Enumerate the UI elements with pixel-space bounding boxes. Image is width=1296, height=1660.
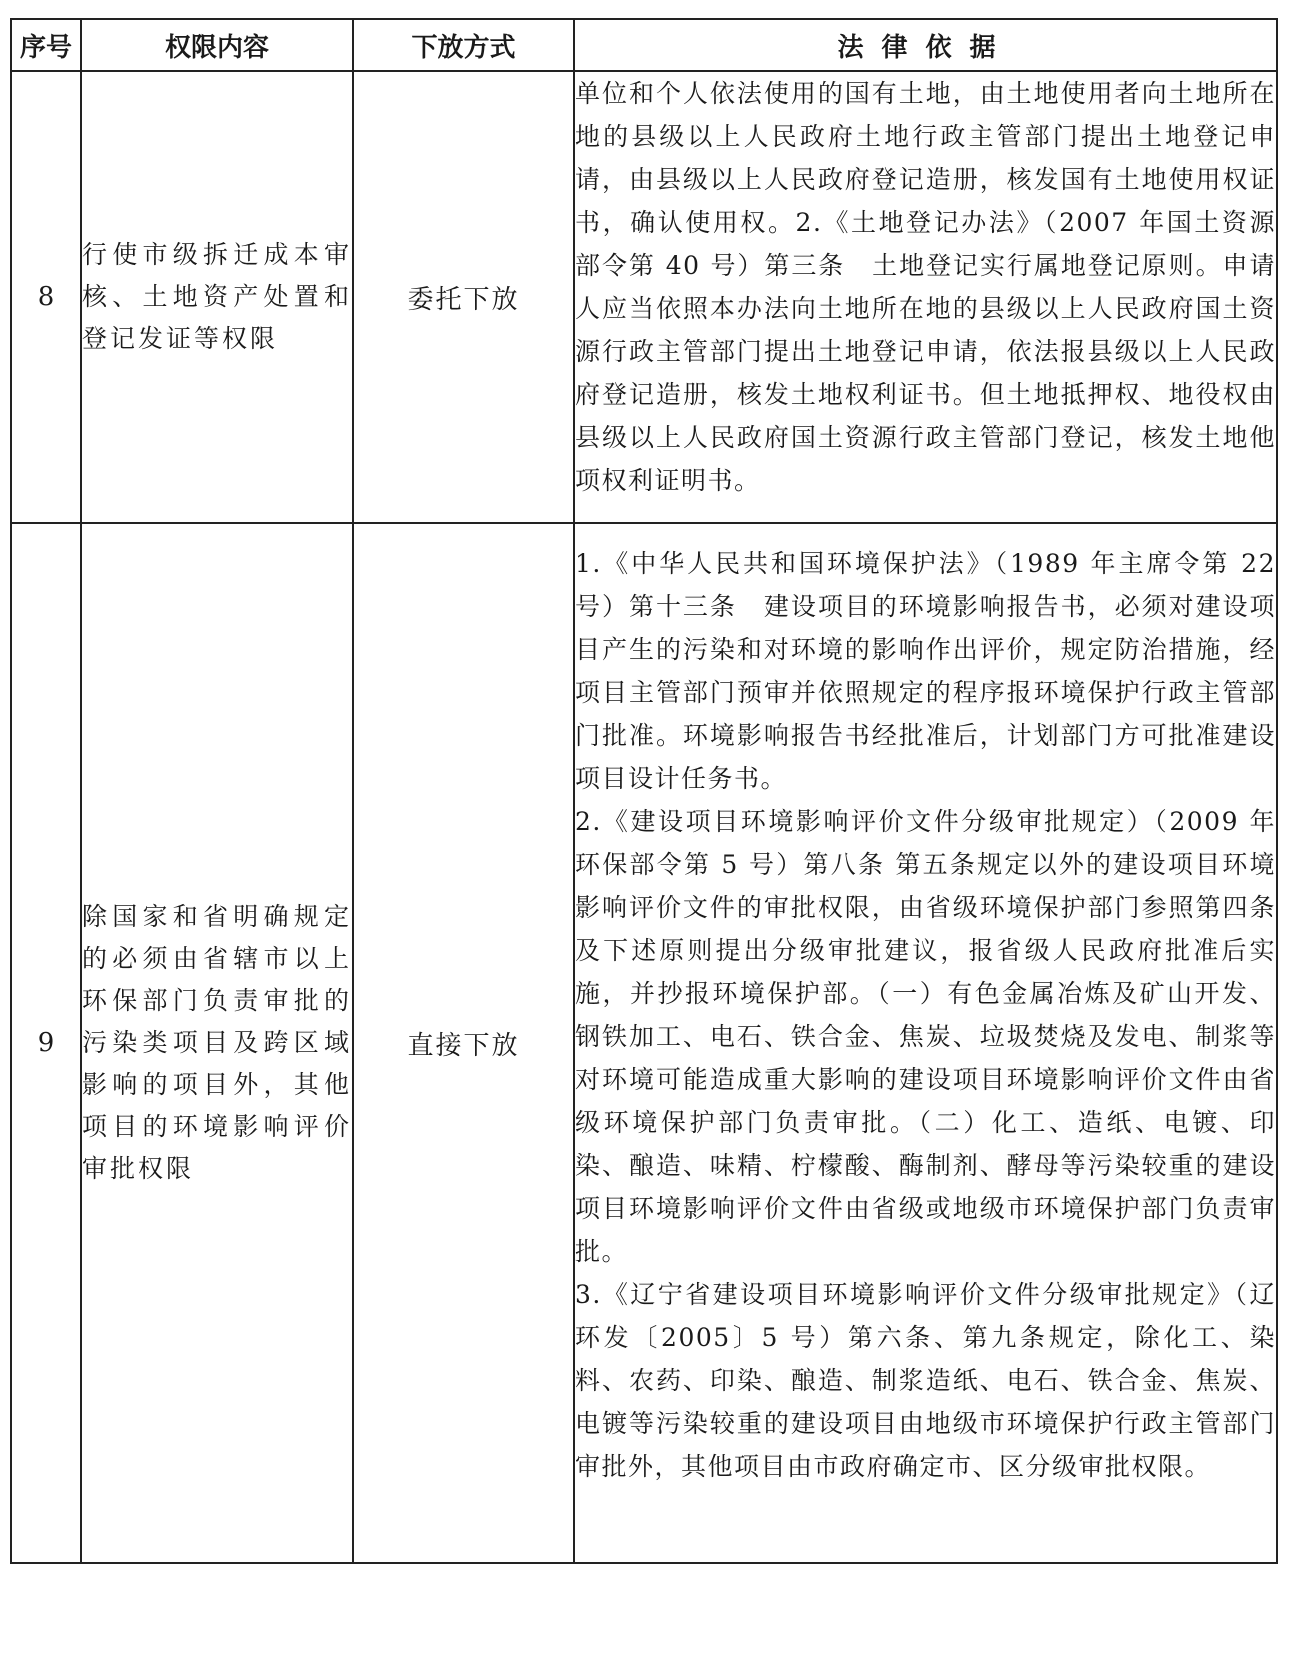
header-method: 下放方式 (353, 19, 574, 71)
row-method: 委托下放 (353, 71, 574, 523)
row-content: 行使市级拆迁成本审核、土地资产处置和登记发证等权限 (81, 71, 353, 523)
basis-paragraph: 3.《辽宁省建设项目环境影响评价文件分级审批规定》（辽环发〔2005〕5 号）第六条、第九条规定，除化工、染料、农药、印染、酿造、制浆造纸、电石、铁合金、焦炭、电镀等污染较重的建设项目由地级市环境保护行政主管部门审批外，其他项目由市政府确定市、区分级审批权限。 (575, 1280, 1276, 1481)
header-basis: 法律依据 (574, 19, 1277, 71)
row-num: 8 (11, 71, 81, 523)
row-basis (574, 71, 1277, 523)
row-content: 除国家和省明确规定的必须由省辖市以上环保部门负责审批的污染类项目及跨区域影响的项目外，其他项目的环境影响评价审批权限 (81, 523, 353, 1563)
authority-table (10, 18, 1278, 1564)
table-header-row (11, 19, 1277, 71)
basis-paragraph: 单位和个人依法使用的国有土地，由土地使用者向土地所在地的县级以上人民政府土地行政主管部门提出土地登记申请，由县级以上人民政府登记造册，核发国有土地使用权证书，确认使用权。2.《土地登记办法》（2007 年国土资源部令第 40 号）第三条 土地登记实行属地登记原则。申请人应当依照本办法向土地所在地的县级以上人民政府国土资源行政主管部门提出土地登记申请，依法报县级以上人民政府登记造册，核发土地权利证书。但土地抵押权、地役权由县级以上人民政府国土资源行政主管部门登记，核发土地他项权利证明书。 (575, 79, 1276, 495)
table-row (11, 71, 1277, 523)
basis-paragraph: 1.《中华人民共和国环境保护法》（1989 年主席令第 22 号）第十三条 建设项目的环境影响报告书，必须对建设项目产生的污染和对环境的影响作出评价，规定防治措施，经项目主管部门预审并依照规定的程序报环境保护行政主管部门批准。环境影响报告书经批准后，计划部门方可批准建设项目设计任务书。 (575, 549, 1276, 793)
header-content: 权限内容 (81, 19, 353, 71)
header-num: 序号 (11, 19, 81, 71)
row-method: 直接下放 (353, 523, 574, 1563)
table-row (11, 523, 1277, 1563)
basis-paragraph: 2.《建设项目环境影响评价文件分级审批规定）（2009 年环保部令第 5 号）第八条 第五条规定以外的建设项目环境影响评价文件的审批权限，由省级环境保护部门参照第四条及下述原则提出分级审批建议，报省级人民政府批准后实施，并抄报环境保护部。（一）有色金属冶炼及矿山开发、钢铁加工、电石、铁合金、焦炭、垃圾焚烧及发电、制浆等对环境可能造成重大影响的建设项目环境影响评价文件由省级环境保护部门负责审批。（二）化工、造纸、电镀、印染、酿造、味精、柠檬酸、酶制剂、酵母等污染较重的建设项目环境影响评价文件由省级或地级市环境保护部门负责审批。 (575, 807, 1276, 1266)
row-basis (574, 523, 1277, 1563)
row-num: 9 (11, 523, 81, 1563)
